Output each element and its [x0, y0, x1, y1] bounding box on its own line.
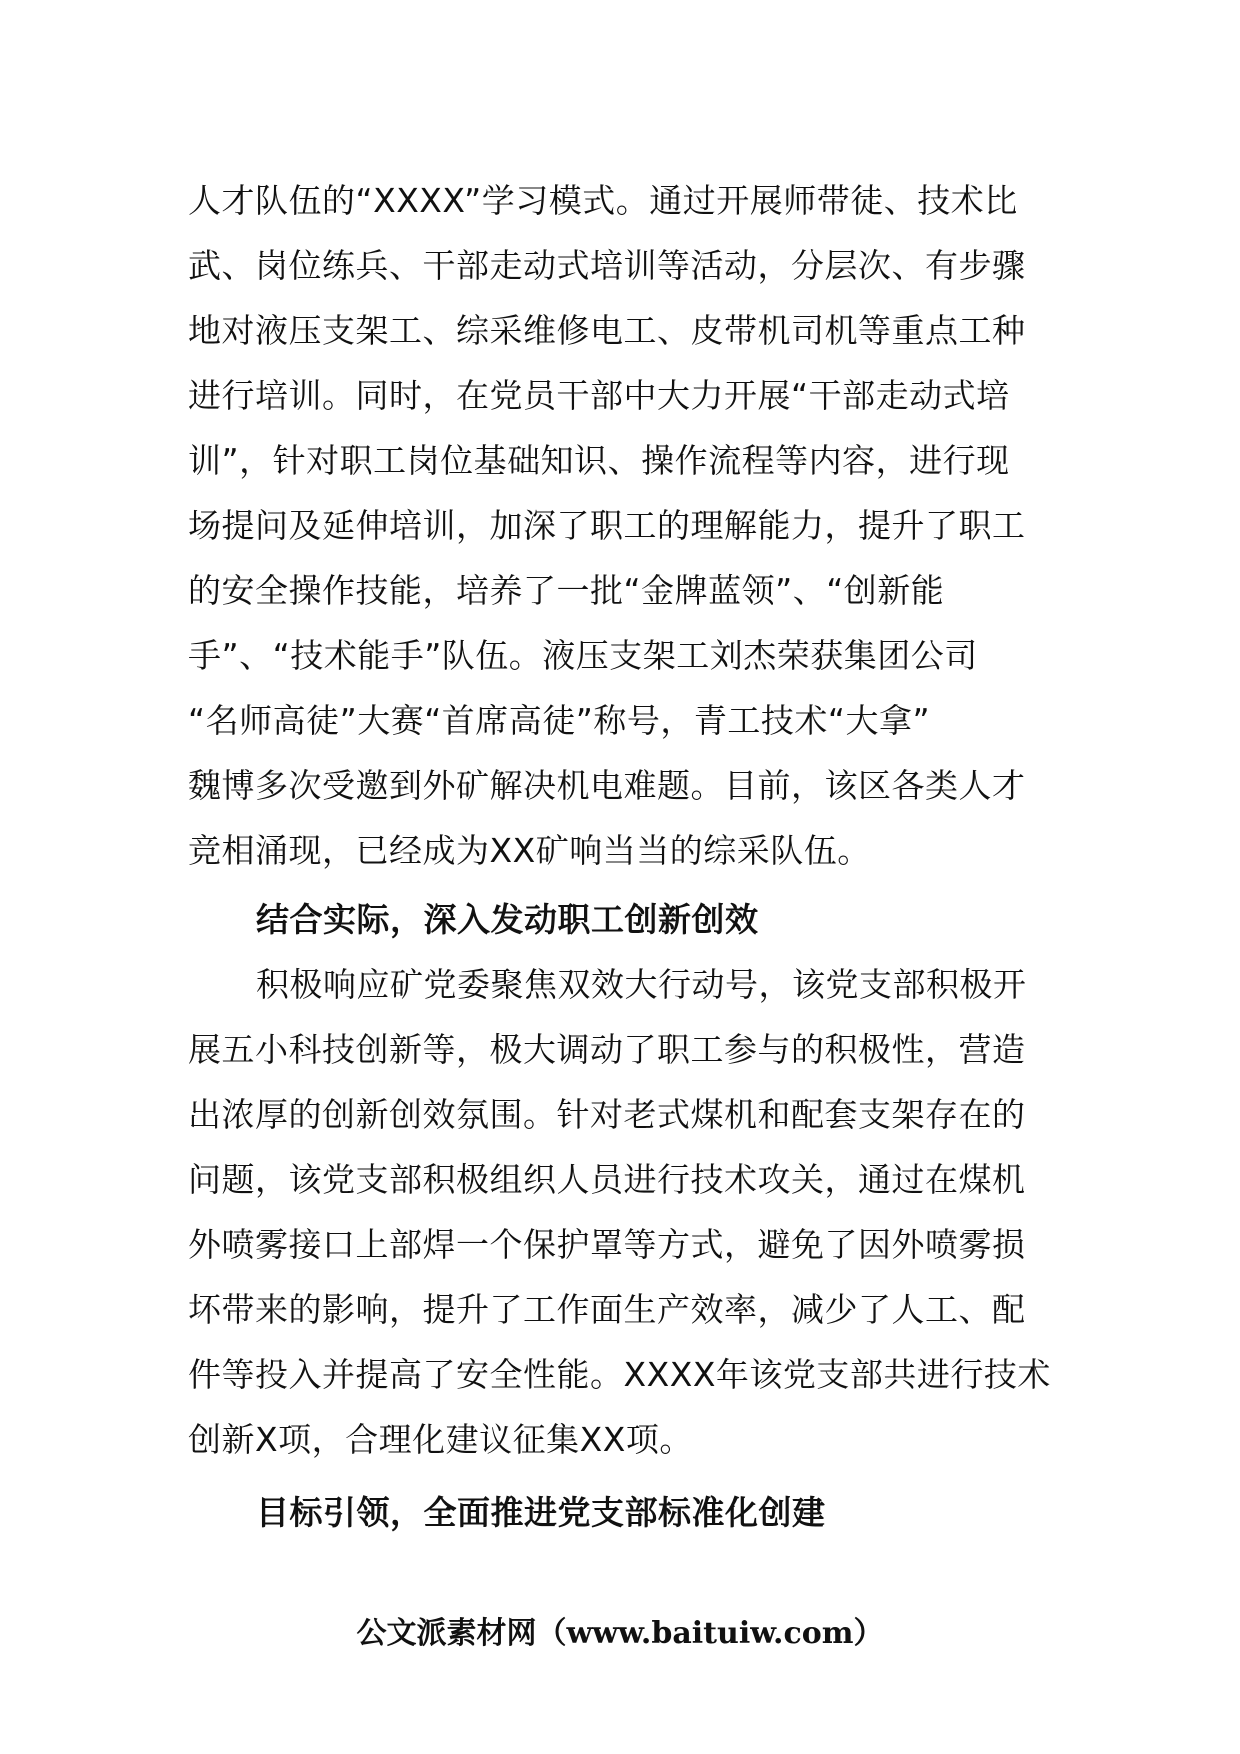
- paragraph-line: 手”、“技术能手”队伍。液压支架工刘杰荣获集团公司: [188, 636, 978, 675]
- footer-watermark: 公文派素材网（www.baituiw.com）: [356, 1616, 884, 1651]
- paragraph-line: 坏带来的影响，提升了工作面生产效率，减少了人工、配: [188, 1290, 1026, 1329]
- paragraph-line: 创新X项，合理化建议征集XX项。: [188, 1420, 693, 1459]
- paragraph-line: 展五小科技创新等，极大调动了职工参与的积极性，营造: [188, 1030, 1026, 1069]
- section-heading: 目标引领，全面推进党支部标准化创建: [256, 1493, 826, 1532]
- paragraph-line: 武、岗位练兵、干部走动式培训等活动，分层次、有步骤: [188, 246, 1026, 285]
- paragraph-line: 出浓厚的创新创效氛围。针对老式煤机和配套支架存在的: [188, 1095, 1026, 1134]
- paragraph-line: 进行培训。同时，在党员干部中大力开展“干部走动式培: [188, 376, 1010, 415]
- section-heading: 结合实际，深入发动职工创新创效: [256, 900, 759, 939]
- paragraph-line: 积极响应矿党委聚焦双效大行动号，该党支部积极开: [256, 965, 1027, 1004]
- paragraph-line: 外喷雾接口上部焊一个保护罩等方式，避免了因外喷雾损: [188, 1225, 1026, 1264]
- paragraph-line: 问题，该党支部积极组织人员进行技术攻关，通过在煤机: [188, 1160, 1026, 1199]
- paragraph-line: 训”，针对职工岗位基础知识、操作流程等内容，进行现: [188, 441, 1010, 480]
- document-body: [188, 168, 1068, 1545]
- paragraph-line: 件等投入并提高了安全性能。XXXX年该党支部共进行技术: [188, 1355, 1051, 1394]
- paragraph-line: 人才队伍的“XXXX”学习模式。通过开展师带徒、技术比: [188, 181, 1018, 220]
- paragraph-line: 的安全操作技能，培养了一批“金牌蓝领”、“创新能: [188, 571, 945, 610]
- paragraph-line: 魏博多次受邀到外矿解决机电难题。目前，该区各类人才: [188, 766, 1026, 805]
- paragraph-line: “名师高徒”大赛“首席高徒”称号，青工技术“大拿”: [188, 701, 931, 740]
- paragraph-line: 场提问及延伸培训，加深了职工的理解能力，提升了职工: [188, 506, 1026, 545]
- paragraph-line: 竞相涌现，已经成为XX矿响当当的综采队伍。: [188, 831, 871, 870]
- paragraph-line: 地对液压支架工、综采维修电工、皮带机司机等重点工种: [188, 311, 1026, 350]
